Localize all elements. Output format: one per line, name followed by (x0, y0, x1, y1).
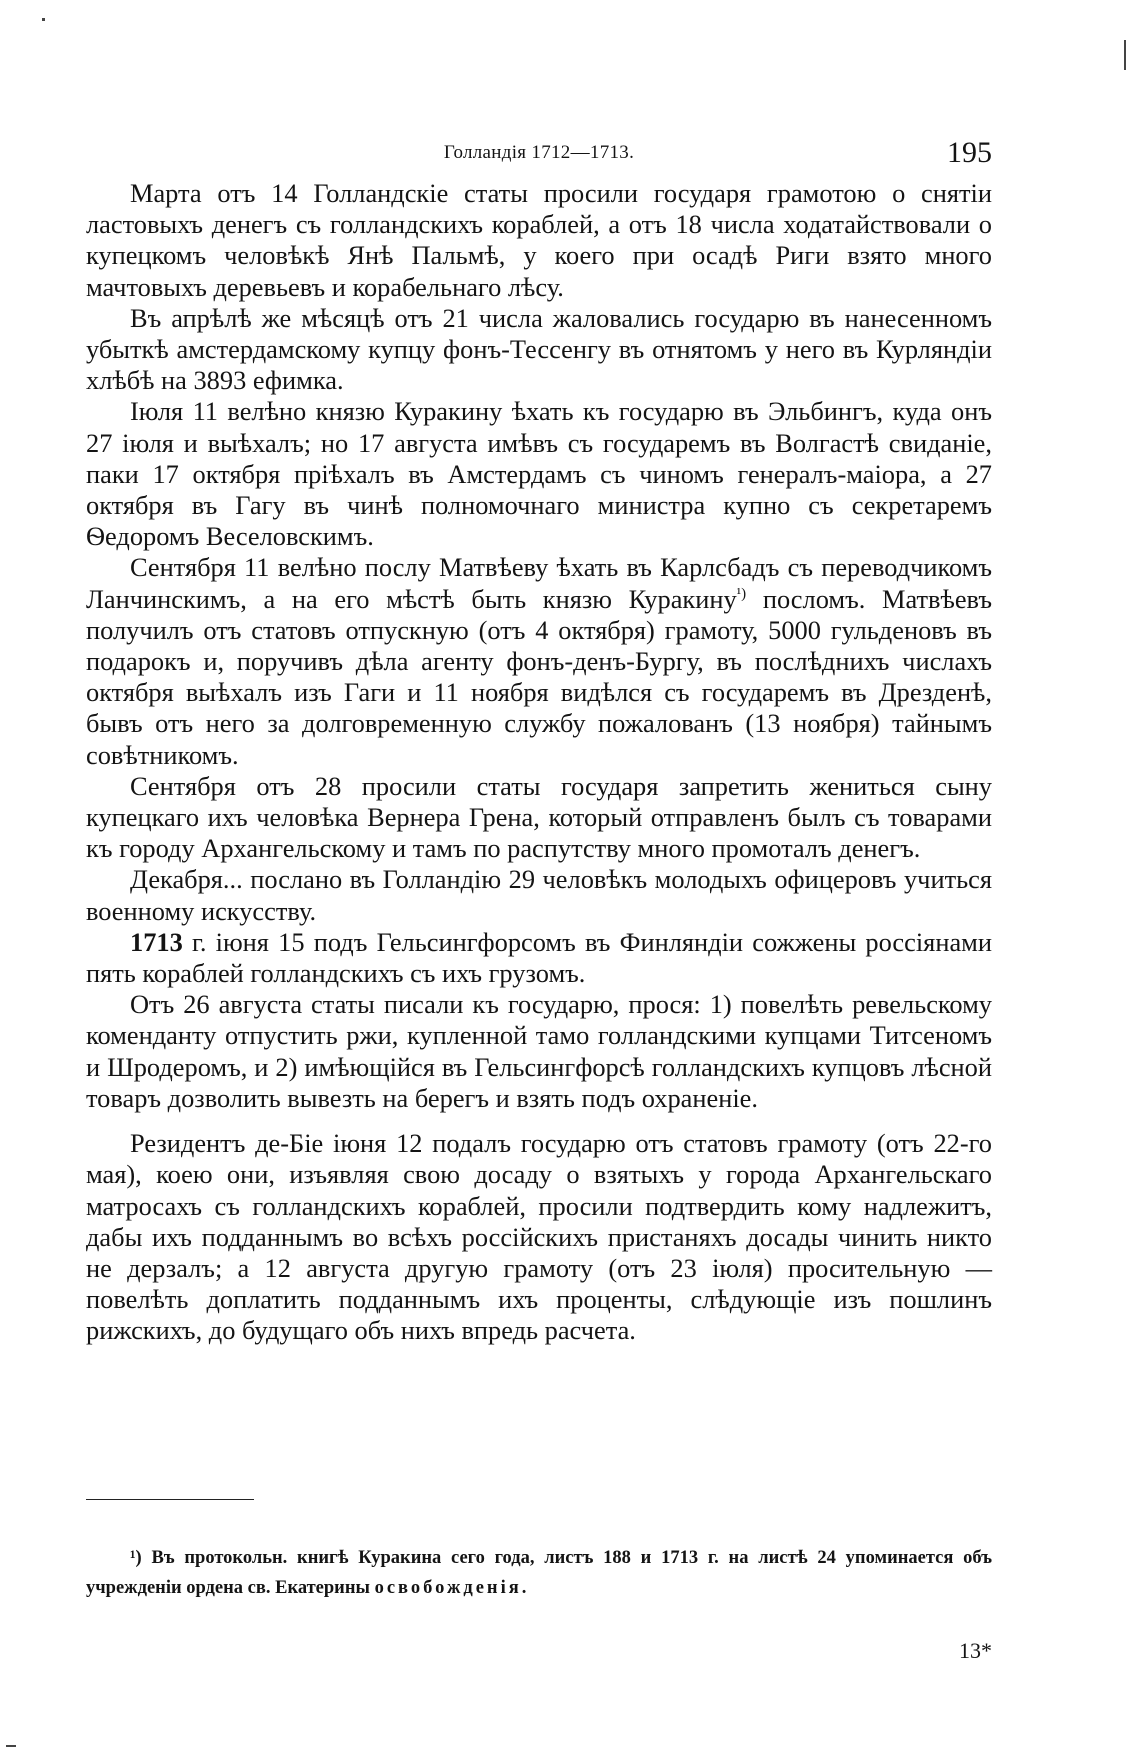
paragraph-text: г. іюня 15 подъ Гельсингфорсомъ въ Финляндіи сожжены россіянами пять кораблей голландскихъ съ ихъ грузомъ. (86, 926, 992, 989)
footnote-divider (86, 1499, 254, 1500)
paragraph: Отъ 26 августа статы писали къ государю, прося: 1) повелѣть ревельскому коменданту отпустить ржи, купленной тамо голландскими купцами Титсеномъ и Шродеромъ, и 2) имѣющійся въ Гельсингфорсѣ голландскихъ купцовъ лѣсной товаръ дозволить вывезть на берегъ и взять подъ охраненіе. (86, 989, 992, 1113)
scan-edge-mark (1124, 40, 1126, 70)
footnote-text: Въ протокольн. книгѣ Куракина сего года, листъ 188 и 1713 г. на листѣ 24 упоминается объ учрежденіи ордена св. Екатерины (86, 1548, 992, 1598)
paragraph: Сентября отъ 28 просили статы государя запретить жениться сыну купецкаго ихъ человѣка Вернера Грена, который отправленъ былъ съ товарами къ городу Архангельскому и тамъ по распутству много промоталъ денегъ. (86, 770, 992, 864)
paragraph: Резидентъ де-Біе іюня 12 подалъ государю отъ статовъ грамоту (отъ 22-го мая), коею они, изъявляя свою досаду о взятыхъ у города Архангельскаго матросахъ съ голландскихъ кораблей, просили подтвердить кому надлежитъ, дабы ихъ подданнымъ во всѣхъ россійскихъ пристаняхъ досады чинить никто не дерзалъ; а 12 августа другую грамоту (отъ 23 іюля) просительную — повелѣть доплатить подданнымъ ихъ проценты, слѣдующіе изъ пошлинъ рижскихъ, до будущаго объ нихъ впредь расчета. (86, 1128, 992, 1346)
scan-edge-mark (6, 1745, 16, 1747)
running-header (86, 136, 992, 172)
footnote-spaced-text: освобожденія. (374, 1578, 530, 1598)
signature-mark: 13* (959, 1638, 992, 1663)
running-title: Голландія 1712—1713. (443, 142, 635, 163)
page-number: 195 (947, 136, 992, 169)
scan-speck (42, 18, 45, 21)
paragraph: Іюля 11 велѣно князю Куракину ѣхать къ государю въ Эльбингъ, куда онъ 27 іюля и выѣхалъ; но 17 августа имѣвъ съ государемъ въ Волгастѣ свиданіе, паки 17 октября пріѣхалъ въ Амстердамъ съ чиномъ генералъ-маіора, а 27 октября въ Гагу въ чинѣ полномочнаго министра купно съ секретаремъ Ѳедоромъ Веселовскимъ. (86, 396, 992, 552)
footnote-paragraph (86, 1543, 992, 1603)
body-text (86, 178, 992, 1347)
paragraph: Марта отъ 14 Голландскіе статы просили государя грамотою о снятіи ластовыхъ денегъ съ голландскихъ кораблей, а отъ 18 числа ходатайствовали о купецкомъ человѣкѣ Янѣ Пальмѣ, у коего при осадѣ Риги взято много мачтовыхъ деревьевъ и корабельнаго лѣсу. (86, 178, 992, 302)
paragraph-text: Сентября 11 велѣно послу Матвѣеву ѣхать въ Карлсбадъ съ переводчикомъ Ланчинскимъ, а на его мѣстѣ быть князю Куракину (86, 552, 992, 614)
paragraph: Въ апрѣлѣ же мѣсяцѣ отъ 21 числа жаловались государю въ нанесенномъ убыткѣ амстердамскому купцу фонъ-Тессенгу въ отнятомъ у него въ Курляндіи хлѣбѣ на 3893 ефимка. (86, 302, 992, 396)
paragraph (86, 552, 992, 770)
footnote (86, 1543, 992, 1603)
paragraph (86, 927, 992, 989)
footnote-marker: ¹) (130, 1548, 142, 1568)
year-heading: 1713 (130, 926, 183, 957)
footnote-reference: ¹) (736, 585, 747, 602)
paragraph: Декабря... послано въ Голландію 29 человѣкъ молодыхъ офицеровъ учиться военному искусству. (86, 864, 992, 926)
paragraph-text: посломъ. Матвѣевъ получилъ отъ статовъ отпускную (отъ 4 октября) грамоту, 5000 гульденовъ въ подарокъ и, поручивъ дѣла агенту фонъ-денъ-Бургу, въ послѣднихъ числахъ октября выѣхалъ изъ Гаги и 11 ноября видѣлся съ государемъ въ Дрезденѣ, бывъ отъ него за долговременную службу пожалованъ (13 ноября) тайнымъ совѣтникомъ. (86, 583, 992, 770)
